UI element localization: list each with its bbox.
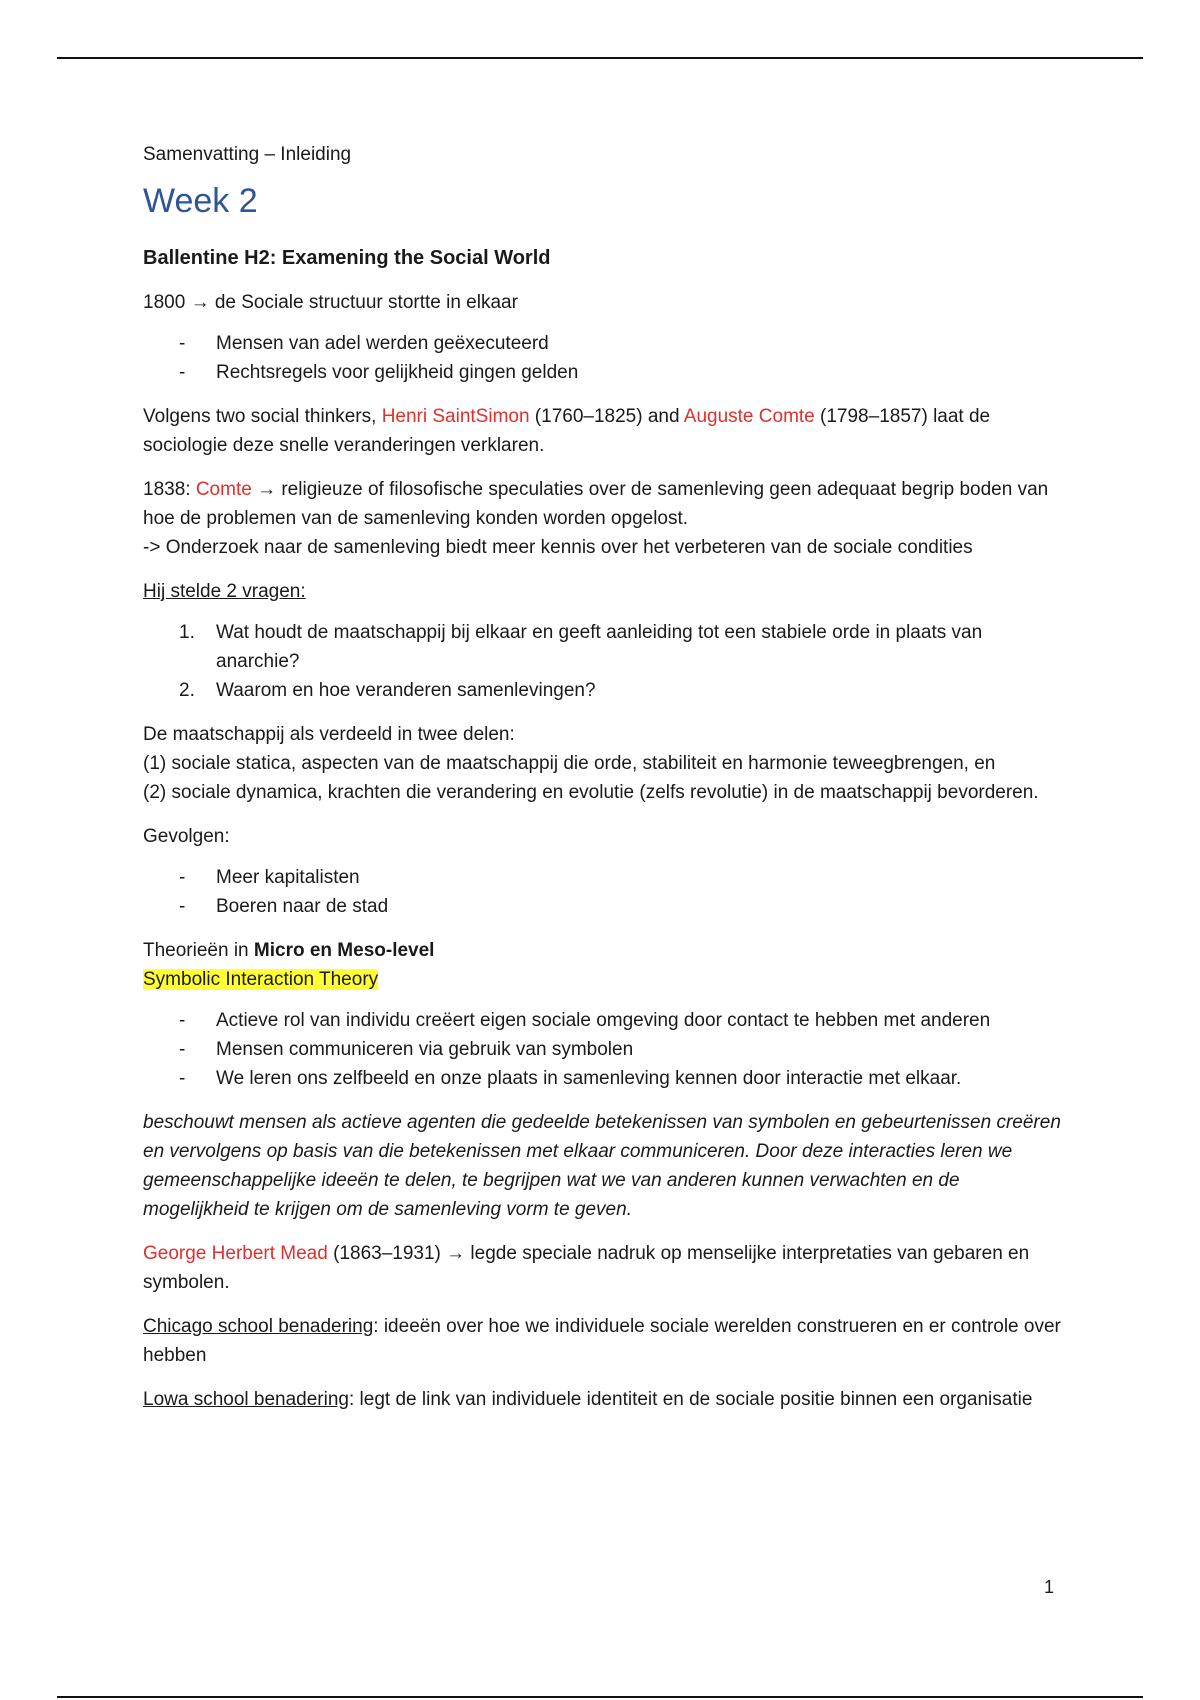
list-item: - We leren ons zelfbeeld en onze plaats in samenleving kennen door interactie met elkaar. <box>143 1064 1063 1093</box>
name-comte: Auguste Comte <box>683 405 815 427</box>
list-item: - Mensen van adel werden geëxecuteerd <box>143 329 1063 358</box>
paragraph-1838-conclusion: -> Onderzoek naar de samenleving biedt meer kennis over het verbeteren van de sociale condities <box>143 536 973 558</box>
list-item: - Rechtsregels voor gelijkheid gingen gelden <box>143 358 1063 387</box>
paragraph-lowa: Lowa school benadering: legt de link van individuele identiteit en de sociale positie binnen een organisatie <box>143 1388 1033 1410</box>
bullet-list-1 <box>143 329 1063 387</box>
paragraph-1800 <box>143 288 1063 317</box>
document-header: Samenvatting – Inleiding <box>143 144 352 165</box>
bullet-list-interaction <box>143 1006 1063 1093</box>
list-item: - Mensen communiceren via gebruik van symbolen <box>143 1035 1063 1064</box>
name-comte-1838: Comte <box>195 478 252 500</box>
dash-bullet-icon: - <box>179 866 186 888</box>
highlighted-theory-name: Symbolic Interaction Theory <box>143 968 379 990</box>
dash-bullet-icon: - <box>179 1009 186 1031</box>
bottom-rule <box>57 1696 1143 1698</box>
arrow-icon: → <box>446 1242 466 1264</box>
paragraph-1838: 1838: Comte → religieuze of filosofische speculaties over de samenleving geen adequaat begrip boden van hoe de problemen van de samenleving konden worden opgelost. -> Onderzoek naar de samenleving biedt meer kennis over het verbeteren van de sociale condities <box>143 478 1049 558</box>
list-item: - Actieve rol van individu creëert eigen sociale omgeving door contact te hebben met anderen <box>143 1006 1063 1035</box>
bullet-list-gevolgen <box>143 863 1063 921</box>
arrow-icon: → <box>190 291 210 313</box>
dash-bullet-icon: - <box>179 895 186 917</box>
dash-bullet-icon: - <box>179 1038 186 1060</box>
chapter-subtitle: Ballentine H2: Examening the Social World <box>143 246 551 269</box>
italic-paragraph: beschouwt mensen als actieve agenten die gedeelde betekenissen van symbolen en gebeurtenissen creëren en vervolgens op basis van die betekenissen met elkaar communiceren. Door deze interacties leren we gemeenschappelijke ideeën te delen, te begrijpen wat we van anderen kunnen verwachten en de mogelijkheid te krijgen om de samenleving vorm te geven. <box>143 1111 1061 1220</box>
page-number: 1 <box>1044 1577 1055 1597</box>
paragraph-thinkers: Volgens two social thinkers, Henri SaintSimon (1760–1825) and Auguste Comte (1798–1857) laat de sociologie deze snelle veranderingen verklaren. <box>143 405 991 456</box>
gevolgen-label: Gevolgen: <box>143 825 230 847</box>
list-item: 1. Wat houdt de maatschappij bij elkaar en geeft aanleiding tot een stabiele orde in plaats van anarchie? <box>179 621 983 672</box>
list-item: 2. Waarom en hoe veranderen samenlevingen? <box>179 679 596 701</box>
list-item: - Meer kapitalisten <box>143 863 1063 892</box>
document-body <box>143 140 1063 1414</box>
numbered-list-questions <box>143 618 1063 705</box>
arrow-icon: → <box>251 478 282 500</box>
name-mead: George Herbert Mead <box>143 1242 328 1264</box>
dash-bullet-icon: - <box>179 361 186 383</box>
dash-bullet-icon: - <box>179 1067 186 1089</box>
list-item: - Boeren naar de stad <box>143 892 1063 921</box>
theories-heading: Theorieën in Micro en Meso-level Symbolic Interaction Theory <box>143 939 435 990</box>
dash-bullet-icon: - <box>179 332 186 354</box>
paragraph-chicago: Chicago school benadering: ideeën over hoe we individuele sociale werelden construeren en er controle over hebben <box>143 1315 1061 1366</box>
week-heading: Week 2 <box>143 182 258 220</box>
name-saintsimon: Henri SaintSimon <box>381 405 530 427</box>
year-1800: 1800 <box>143 291 186 313</box>
paragraph-mead: George Herbert Mead (1863–1931) → legde speciale nadruk op menselijke interpretaties van gebaren en symbolen. <box>143 1242 1030 1293</box>
paragraph-1800-text: de Sociale structuur stortte in elkaar <box>214 291 518 313</box>
questions-heading: Hij stelde 2 vragen: <box>143 580 306 602</box>
paragraph-society-parts: De maatschappij als verdeeld in twee delen: (1) sociale statica, aspecten van de maatschappij die orde, stabiliteit en harmonie teweegbrengen, en (2) sociale dynamica, krachten die verandering en evolutie (zelfs revolutie) in de maatschappij bevorderen. <box>143 723 1039 803</box>
top-rule <box>57 57 1143 59</box>
